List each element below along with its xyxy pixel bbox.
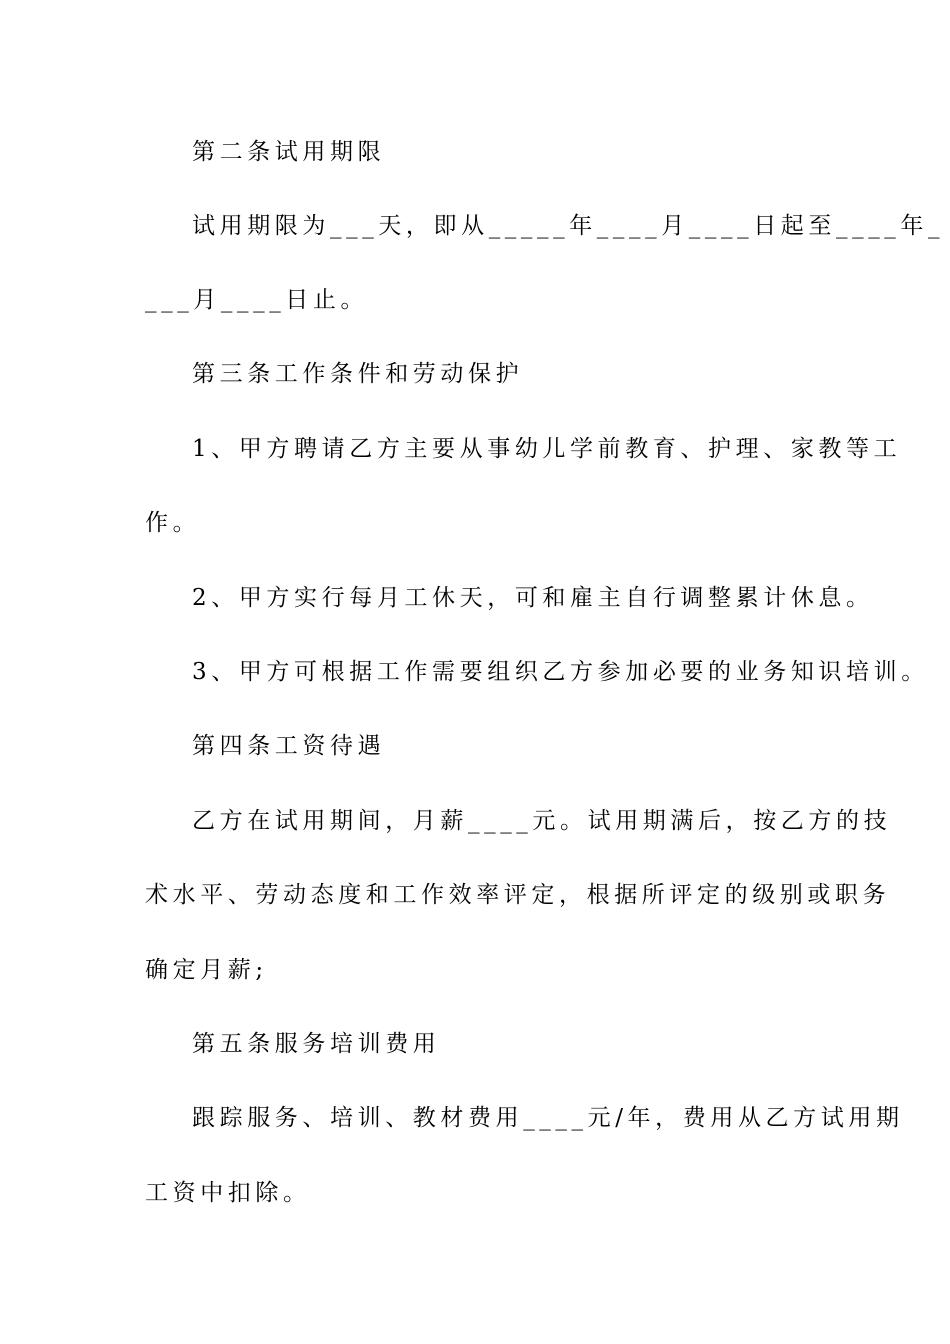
paragraph-line: 工资中扣除。 [145, 1180, 311, 1206]
paragraph-line: 1、甲方聘请乙方主要从事幼儿学前教育、护理、家教等工 [192, 436, 902, 462]
paragraph-line: 作。 [145, 510, 201, 536]
article-4-heading: 第四条工资待遇 [192, 733, 386, 759]
article-3-heading: 第三条工作条件和劳动保护 [192, 361, 524, 387]
paragraph-line: 试用期限为___天，即从_____年____月____日起至____年_ [192, 213, 945, 239]
article-2-heading: 第二条试用期限 [192, 139, 386, 165]
paragraph-line: ___月____日止。 [145, 287, 369, 313]
paragraph-line: 确定月薪; [145, 957, 268, 983]
paragraph-line: 3、甲方可根据工作需要组织乙方参加必要的业务知识培训。 [192, 659, 929, 685]
paragraph-line: 乙方在试用期间，月薪____元。试用期满后，按乙方的技 [192, 808, 892, 834]
paragraph-line: 跟踪服务、培训、教材费用____元/年，费用从乙方试用期 [192, 1105, 904, 1131]
paragraph-line: 2、甲方实行每月工休天，可和雇主自行调整累计休息。 [192, 585, 874, 611]
paragraph-line: 术水平、劳动态度和工作效率评定，根据所评定的级别或职务 [145, 882, 891, 908]
article-5-heading: 第五条服务培训费用 [192, 1031, 441, 1057]
